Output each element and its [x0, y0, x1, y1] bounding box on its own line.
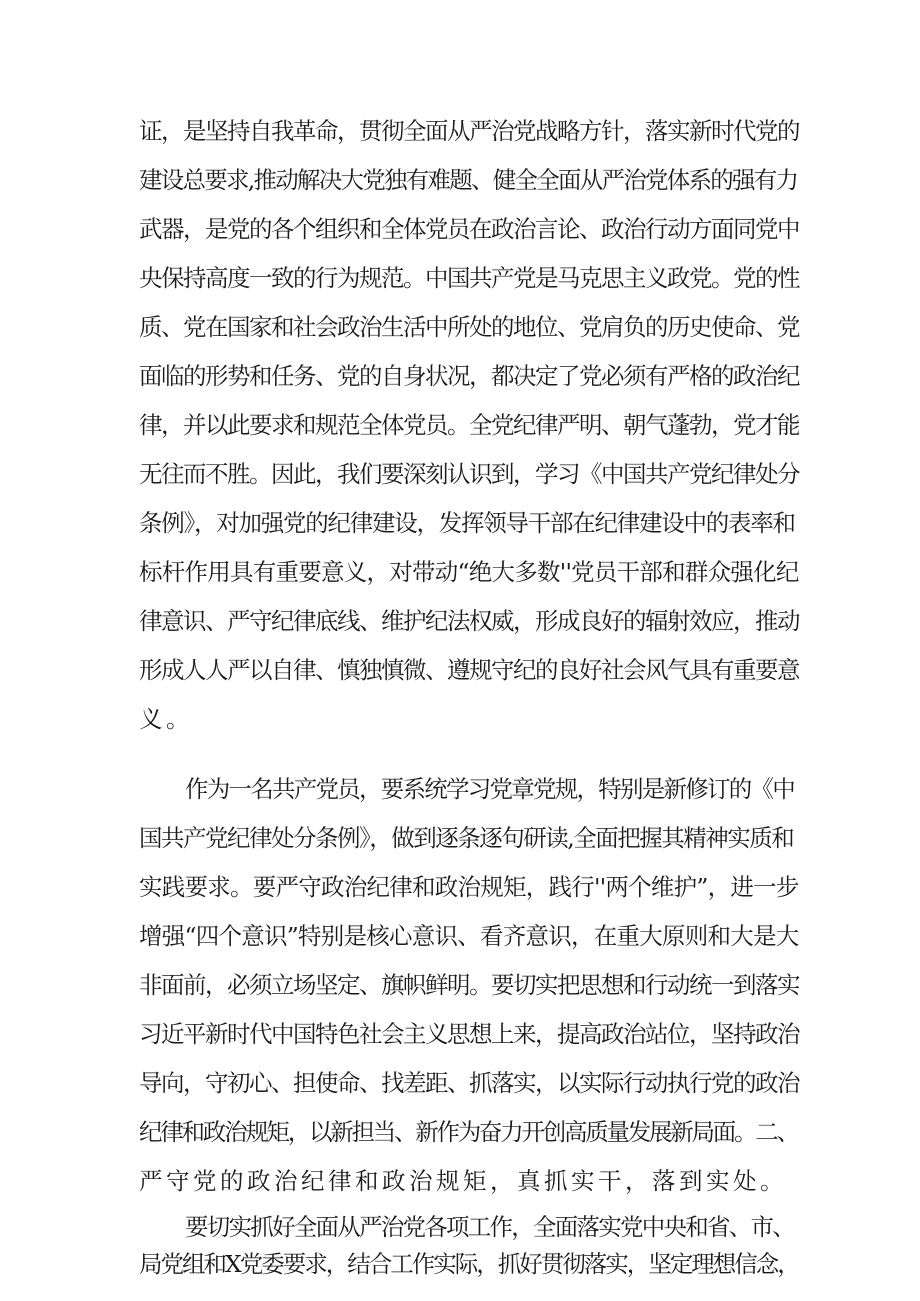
paragraph-1-line-3: 武器，是党的各个组织和全体党员在政治言论、政治行动方面同党中	[139, 215, 799, 243]
paragraph-2-line-7: 导向，守初心、担使命、找差距、抓落实，以实际行动执行党的政治	[139, 1069, 799, 1097]
paragraph-1-line-1: 证，是坚持自我革命，贯彻全面从严治党战略方针，落实新时代党的	[139, 117, 799, 145]
paragraph-1-line-9: 条例》，对加强党的纪律建设，发挥领导干部在纪律建设中的表率和	[139, 509, 795, 537]
paragraph-2-line-6: 习近平新时代中国特色社会主义思想上来，提高政治站位，坚持政治	[139, 1020, 799, 1048]
paragraph-3-line-1: 要切实抓好全面从严治党各项工作，全面落实党中央和省、市、	[185, 1213, 794, 1241]
paragraph-2-line-2: 国共产党纪律处分条例》，做到逐条逐句研读,全面把握其精神实质和	[139, 824, 794, 852]
paragraph-1-line-10: 标杆作用具有重要意义，对带动“绝大多数''党员干部和群众强化纪	[139, 558, 799, 586]
paragraph-1-line-13: 义。	[139, 705, 193, 733]
paragraph-1-line-8: 无往而不胜。因此，我们要深刻认识到，学习《中国共产党纪律处分	[139, 460, 799, 488]
paragraph-1-line-5: 质、党在国家和社会政治生活中所处的地位、党肩负的历史使命、党	[139, 313, 799, 341]
paragraph-1-line-12: 形成人人严以自律、慎独慎微、遵规守纪的良好社会风气具有重要意	[139, 656, 799, 684]
paragraph-1-line-2: 建设总要求,推动解决大党独有难题、健全全面从严治党体系的强有力	[139, 166, 798, 194]
paragraph-2-line-9: 严守党的政治纪律和政治规矩，真抓实干，落到实处。	[139, 1167, 787, 1195]
paragraph-2-line-4: 增强“四个意识”特别是核心意识、看齐意识，在重大原则和大是大	[139, 922, 799, 950]
paragraph-1-line-7: 律，并以此要求和规范全体党员。全党纪律严明、朝气蓬勃，党才能	[139, 411, 799, 439]
paragraph-3-line-2: 局党组和X党委要求，结合工作实际，抓好贯彻落实，坚定理想信念，	[139, 1250, 799, 1278]
paragraph-2-line-8: 纪律和政治规矩，以新担当、新作为奋力开创高质量发展新局面。二、	[139, 1118, 798, 1146]
paragraph-1-line-11: 律意识、严守纪律底线、维护纪法权威，形成良好的辐射效应，推动	[139, 607, 799, 635]
paragraph-2-line-5: 非面前，必须立场坚定、旗帜鲜明。要切实把思想和行动统一到落实	[139, 971, 799, 999]
paragraph-1-line-4: 央保持高度一致的行为规范。中国共产党是马克思主义政党。党的性	[139, 264, 799, 292]
paragraph-2-line-3: 实践要求。要严守政治纪律和政治规矩，践行''两个维护”，进一步	[139, 873, 799, 901]
paragraph-1-line-6: 面临的形势和任务、党的自身状况，都决定了党必须有严格的政治纪	[139, 362, 799, 390]
paragraph-2-line-1: 作为一名共产党员，要系统学习党章党规，特别是新修订的《中	[185, 775, 794, 803]
